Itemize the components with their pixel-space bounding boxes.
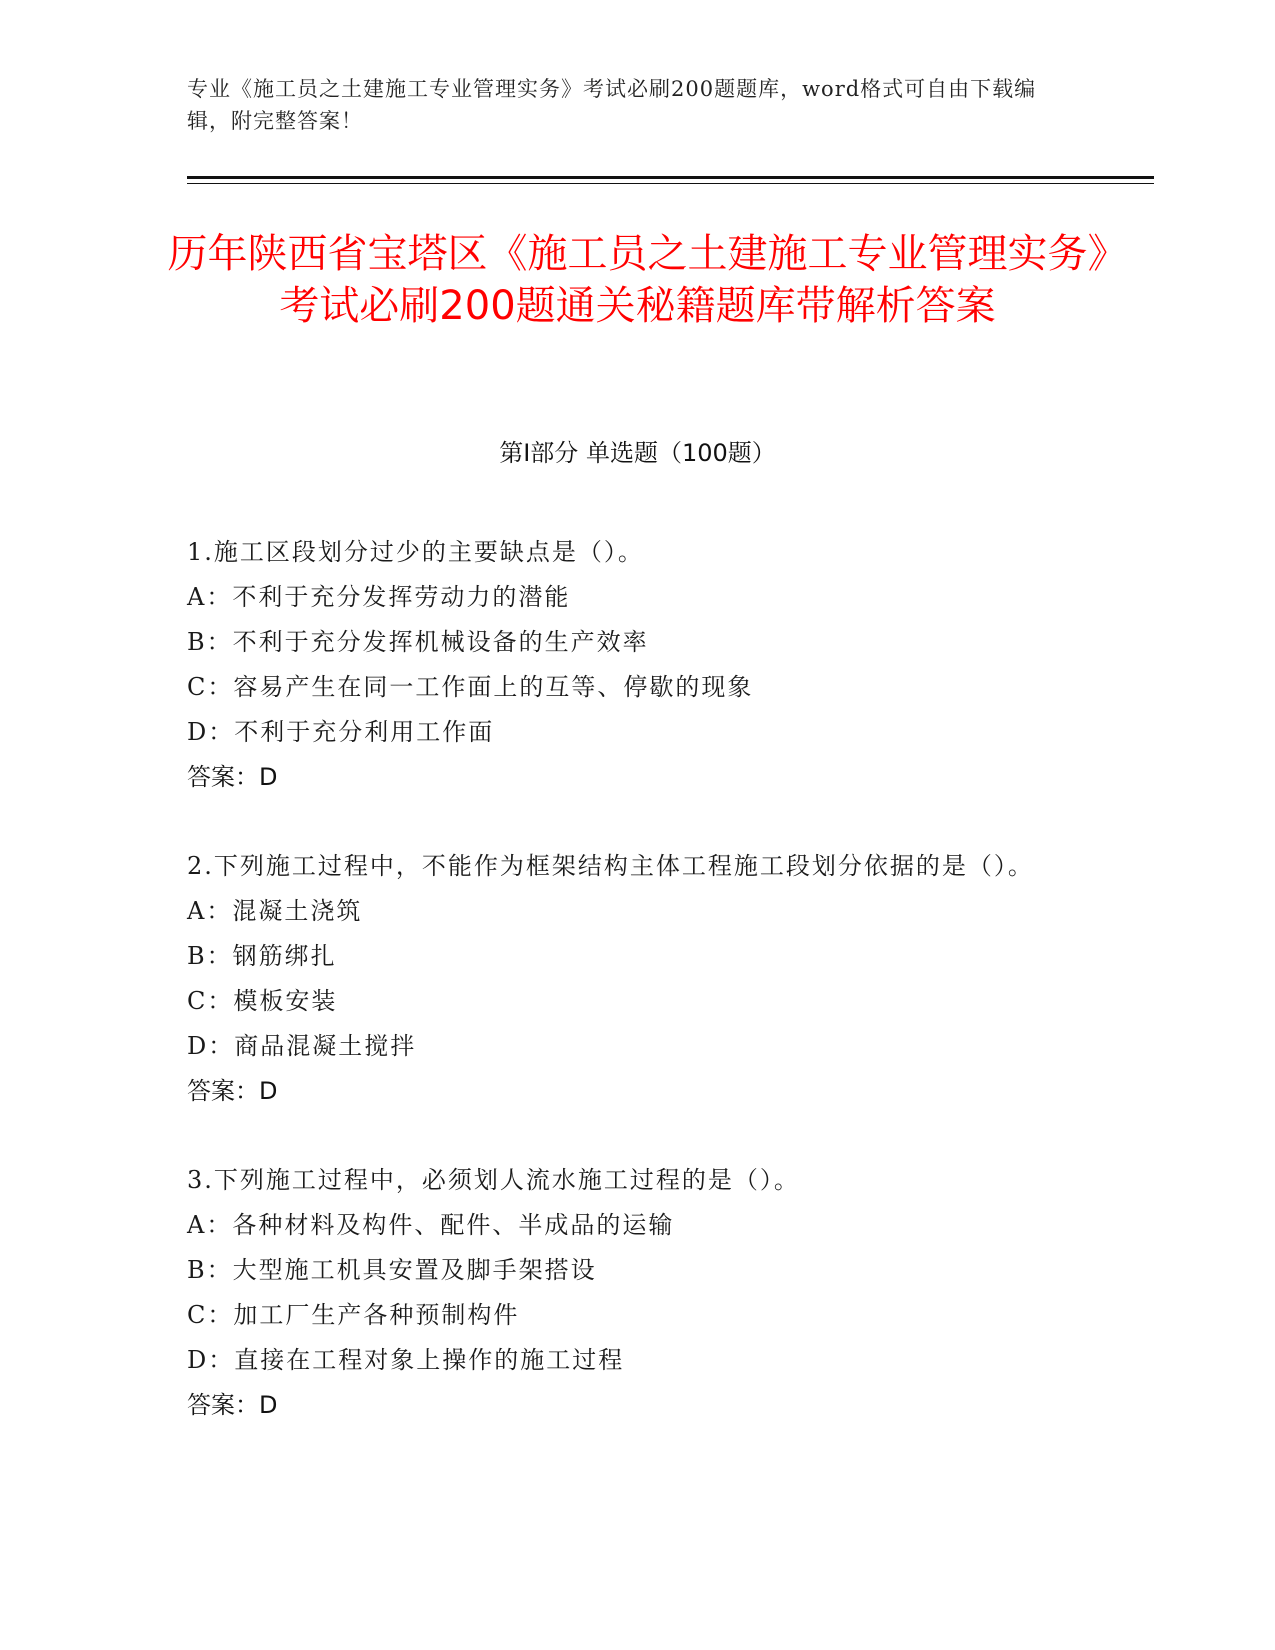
option-c: C：容易产生在同一工作面上的互等、停歇的现象	[187, 673, 754, 701]
option-a: A：混凝土浇筑	[187, 897, 363, 925]
section-heading: 第Ⅰ部分 单选题（100题）	[499, 439, 776, 467]
question-1	[187, 530, 1067, 800]
option-b: B：大型施工机具安置及脚手架搭设	[187, 1256, 597, 1284]
header-note: 专业《施工员之土建施工专业管理实务》考试必刷200题题库，word格式可自由下载编辑，附完整答案！	[187, 77, 1037, 133]
option-c: C：模板安装	[187, 987, 338, 1015]
question-stem: 1.施工区段划分过少的主要缺点是（）。	[187, 538, 644, 566]
option-c: C：加工厂生产各种预制构件	[187, 1301, 520, 1329]
question-2	[187, 844, 1067, 1114]
option-b: B：钢筋绑扎	[187, 942, 337, 970]
question-stem: 3.下列施工过程中，必须划人流水施工过程的是（）。	[187, 1166, 800, 1194]
document-title: 历年陕西省宝塔区《施工员之土建施工专业管理实务》考试必刷200题通关秘籍题库带解析答案	[167, 231, 1108, 329]
question-stem: 2.下列施工过程中，不能作为框架结构主体工程施工段划分依据的是（）。	[187, 852, 1034, 880]
option-a: A：不利于充分发挥劳动力的潜能	[187, 583, 571, 611]
answer-line: 答案：D	[187, 763, 278, 791]
option-d: D：不利于充分利用工作面	[187, 718, 495, 746]
question-3	[187, 1158, 1067, 1428]
option-b: B：不利于充分发挥机械设备的生产效率	[187, 628, 649, 656]
option-a: A：各种材料及构件、配件、半成品的运输	[187, 1211, 675, 1239]
answer-line: 答案：D	[187, 1077, 278, 1105]
header-divider-thin	[187, 183, 1154, 184]
option-d: D：直接在工程对象上操作的施工过程	[187, 1346, 625, 1374]
answer-line: 答案：D	[187, 1391, 278, 1419]
question-list	[187, 530, 1067, 1472]
option-d: D：商品混凝土搅拌	[187, 1032, 417, 1060]
header-divider-thick	[187, 176, 1154, 179]
